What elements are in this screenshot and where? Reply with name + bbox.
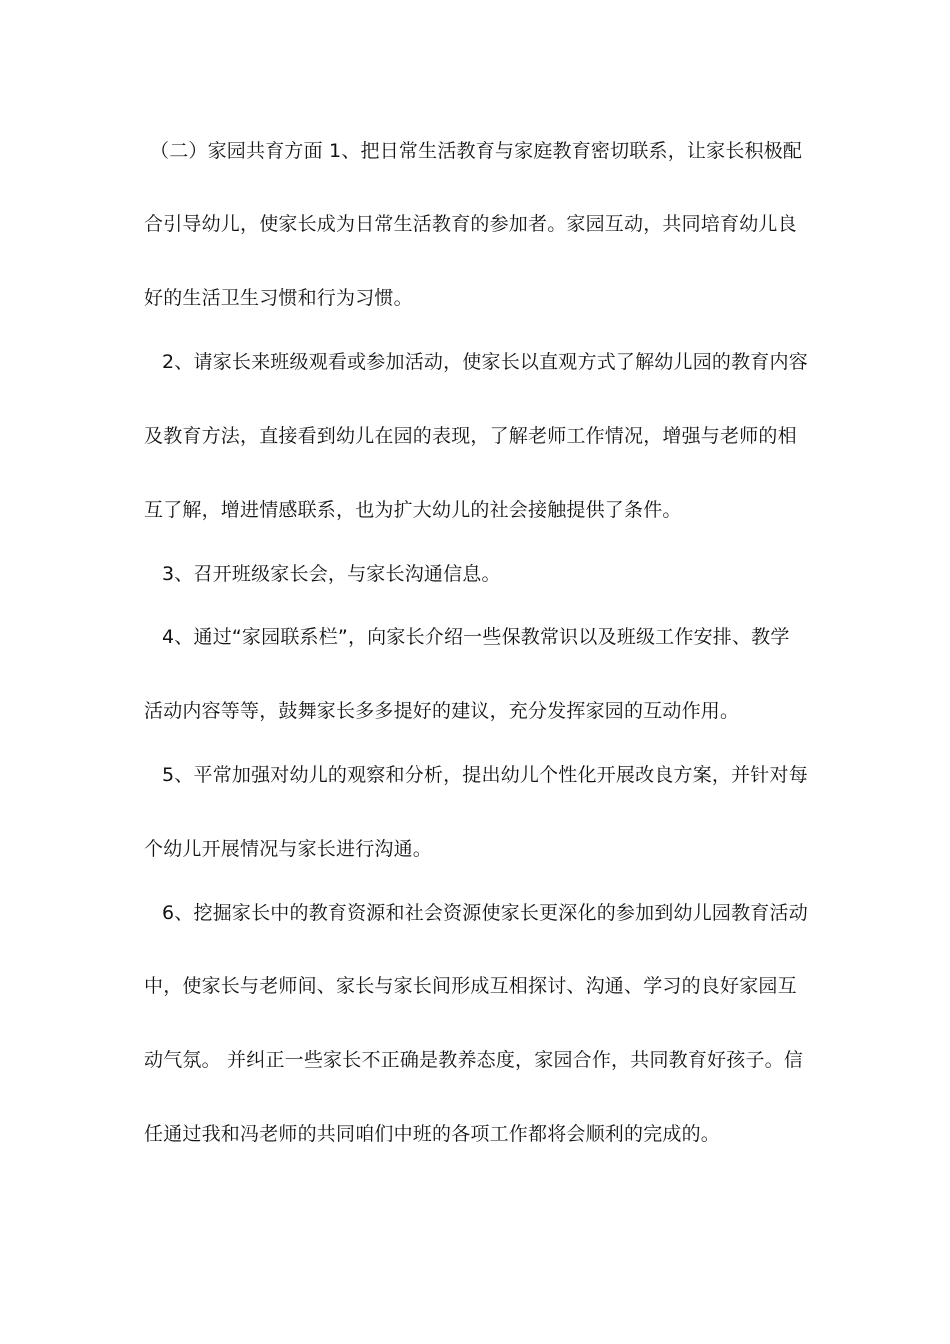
paragraph-line: 中，使家长与老师间、家长与家长间形成互相探讨、沟通、学习的良好家园互 <box>144 975 797 997</box>
paragraph-line: 互了解，增进情感联系，也为扩大幼儿的社会接触提供了条件。 <box>144 499 682 521</box>
paragraph-line: 任通过我和冯老师的共同咱们中班的各项工作都将会顺利的完成的。 <box>144 1123 721 1145</box>
paragraph-line: 个幼儿开展情况与家长进行沟通。 <box>144 838 433 860</box>
paragraph-line: 动气氛。 并纠正一些家长不正确是教养态度，家园合作，共同教育好孩子。信 <box>144 1049 804 1071</box>
paragraph-line: （二）家园共育方面 1、把日常生活教育与家庭教育密切联系，让家长积极配 <box>150 140 803 162</box>
paragraph-line: 5、平常加强对幼儿的观察和分析，提出幼儿个性化开展改良方案，并针对每 <box>162 764 808 786</box>
paragraph-line: 3、召开班级家长会，与家长沟通信息。 <box>162 563 501 585</box>
paragraph-line: 4、通过“家园联系栏”，向家长介绍一些保教常识以及班级工作安排、教学 <box>162 626 790 648</box>
paragraph-line: 6、挖掘家长中的教育资源和社会资源使家长更深化的参加到幼儿园教育活动 <box>162 902 808 924</box>
paragraph-line: 好的生活卫生习惯和行为习惯。 <box>144 287 413 309</box>
paragraph-line: 及教育方法，直接看到幼儿在园的表现，了解老师工作情况，增强与老师的相 <box>144 425 797 447</box>
paragraph-line: 合引导幼儿，使家长成为日常生活教育的参加者。家园互动，共同培育幼儿良 <box>144 213 797 235</box>
paragraph-line: 2、请家长来班级观看或参加活动，使家长以直观方式了解幼儿园的教育内容 <box>162 351 808 373</box>
paragraph-line: 活动内容等等，鼓舞家长多多提好的建议，充分发挥家园的互动作用。 <box>144 700 740 722</box>
